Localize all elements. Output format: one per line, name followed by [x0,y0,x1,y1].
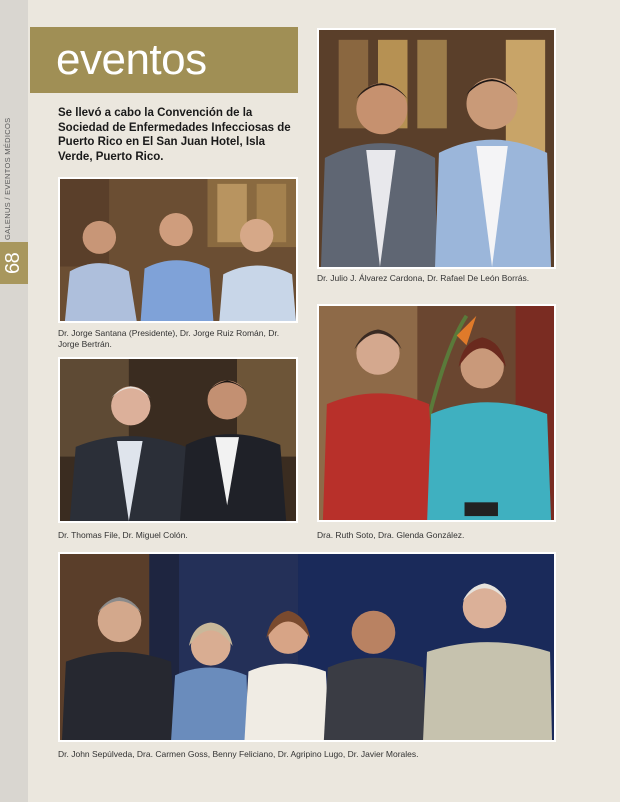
photo-two-women-image [319,306,554,520]
photo-two-women [317,304,556,522]
photo-two-men-suits [58,357,298,523]
caption-photo3: Dr. Thomas File, Dr. Miguel Colón. [58,530,188,540]
photo-two-men-suits-image [60,359,296,521]
page-number: 68 [2,252,24,274]
caption-photo1: Dr. Jorge Santana (Presidente), Dr. Jorge Ruiz Román, Dr. Jorge Bertrán. [58,328,280,349]
photo-two-men [317,28,556,269]
caption-photo5: Dr. John Sepúlveda, Dra. Carmen Goss, Benny Feliciano, Dr. Agripino Lugo, Dr. Javier Morales. [58,749,419,759]
photo-group-five-image [60,554,554,740]
photo-group-five [58,552,556,742]
caption-photo4: Dra. Ruth Soto, Dra. Glenda González. [317,530,465,540]
page-number-box [0,242,28,284]
intro-text: Se llevó a cabo la Convención de la Sociedad de Enfermedades Infecciosas de Puerto Rico en El San Juan Hotel, Isla Verde, Puerto Rico. [58,107,291,163]
photo-three-men-image [60,179,296,321]
photo-two-men-image [319,30,554,267]
section-header [30,27,298,93]
caption-photo2: Dr. Julio J. Álvarez Cardona, Dr. Rafael De León Borrás. [317,273,530,283]
photo-three-men [58,177,298,323]
section-title: eventos [56,35,207,84]
section-label: GALENUS / EVENTOS MÉDICOS [3,117,12,240]
